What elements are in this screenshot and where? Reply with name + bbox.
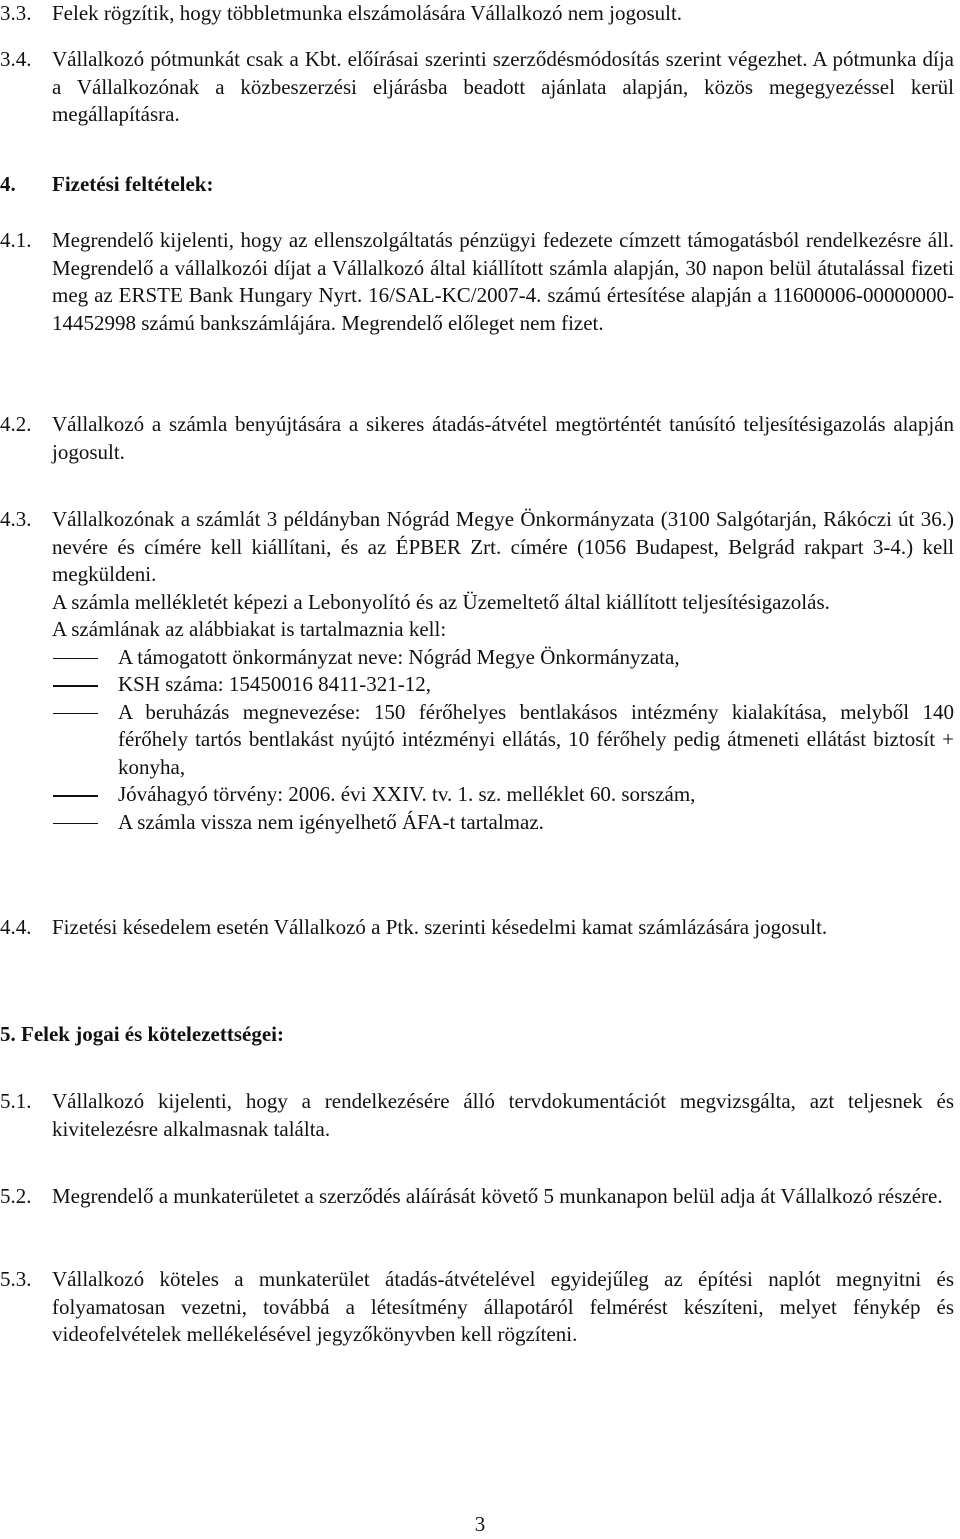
list-item-text: Jóváhagyó törvény: 2006. évi XXIV. tv. 1. sz. melléklet 60. sorszám, bbox=[118, 782, 696, 806]
section-5-3 bbox=[0, 1266, 957, 1349]
section-number: 4.2. bbox=[0, 412, 32, 436]
heading-4 bbox=[0, 171, 957, 199]
paragraph: A számlának az alábbiakat is tartalmaznia kell: bbox=[52, 617, 447, 641]
section-text: Vállalkozó kijelenti, hogy a rendelkezésére álló tervdokumentációt megvizsgálta, azt teljesnek és kivitelezésre alkalmasnak találta. bbox=[52, 1089, 954, 1141]
list-item bbox=[52, 781, 954, 809]
section-text: Megrendelő a munkaterületet a szerződés aláírását követő 5 munkanapon belül adja át Vállalkozó részére. bbox=[52, 1184, 943, 1208]
section-number: 5.3. bbox=[0, 1267, 32, 1291]
list-item bbox=[52, 809, 954, 837]
dash-bullet-icon bbox=[52, 781, 118, 809]
page-number: 3 bbox=[474, 1512, 486, 1536]
section-4-1 bbox=[0, 227, 957, 337]
dash-bullet-icon bbox=[52, 699, 118, 782]
section-text: Fizetési késedelem esetén Vállalkozó a Ptk. szerinti késedelmi kamat számlázására jogosult. bbox=[52, 915, 828, 939]
section-5-1 bbox=[0, 1088, 957, 1143]
dash-bullet-icon bbox=[52, 644, 118, 672]
section-text: Felek rögzítik, hogy többletmunka elszámolására Vállalkozó nem jogosult. bbox=[52, 1, 683, 25]
section-body bbox=[52, 506, 954, 836]
list-item bbox=[52, 699, 954, 782]
section-number: 5.2. bbox=[0, 1184, 32, 1208]
paragraph: A számla mellékletét képezi a Lebonyolító és az Üzemeltető által kiállított teljesítésigazolás. bbox=[52, 589, 830, 614]
heading-number: 4. bbox=[0, 172, 16, 196]
dash-bullet-icon bbox=[52, 671, 118, 699]
section-number: 4.4. bbox=[0, 915, 32, 939]
list-item bbox=[52, 671, 954, 699]
section-3-3 bbox=[0, 0, 957, 28]
section-4-2 bbox=[0, 411, 957, 466]
section-4-3 bbox=[0, 506, 957, 836]
section-text: Vállalkozó a számla benyújtására a sikeres átadás-átvétel megtörténtét tanúsító teljesítésigazolás alapján jogosult. bbox=[52, 412, 954, 464]
list-item bbox=[52, 644, 954, 672]
section-4-4 bbox=[0, 914, 957, 942]
list-item-text: A számla vissza nem igényelhető ÁFA-t tartalmaz. bbox=[118, 809, 544, 834]
section-text: Vállalkozó pótmunkát csak a Kbt. előírásai szerinti szerződésmódosítás szerint végezhet. A pótmunka díja a Vállalkozónak a közbeszerzési eljárásba beadott ajánlata alapján, közös megegyezéssel kerül megállapításra. bbox=[52, 47, 954, 126]
list-item-text: A támogatott önkormányzat neve: Nógrád Megye Önkormányzata, bbox=[118, 644, 680, 669]
list-item-text: KSH száma: 15450016 8411-321-12, bbox=[118, 672, 432, 696]
section-text: Vállalkozó köteles a munkaterület átadás-átvételével egyidejűleg az építési naplót megnyitni és folyamatosan vezetni, továbbá a létesítmény állapotáról felmérést készíteni, melyet fénykép és videofelvételek mellékelésével jegyzőkönyvben kell rögzíteni. bbox=[52, 1267, 954, 1346]
list-item-text: A beruházás megnevezése: 150 férőhelyes bentlakásos intézmény kialakítása, melyből 140 férőhely tartós bentlakást nyújtó intézményi ellátás, 10 férőhely pedig átmeneti ellátást biztosít + konyha, bbox=[118, 699, 954, 779]
section-number: 5.1. bbox=[0, 1089, 32, 1113]
paragraph: Vállalkozónak a számlát 3 példányban Nógrád Megye Önkormányzata (3100 Salgótarján, Rákóczi út 36.) nevére és címére kell kiállítani, és az ÉPBER Zrt. címére (1056 Budapest, Belgrád rakpart 3-4.) kell megküldeni. bbox=[52, 507, 954, 586]
section-number: 4.3. bbox=[0, 507, 32, 531]
requirements-list bbox=[52, 644, 954, 837]
section-text: Megrendelő kijelenti, hogy az ellenszolgáltatás pénzügyi fedezete címzett támogatásból rendelkezésre áll. Megrendelő a vállalkozói díjat a Vállalkozó által kiállított számla alapján, 30 napon belül átutalással fizeti meg az ERSTE Bank Hungary Nyrt. 16/SAL-KC/2007-4. számú értesítése alapján a 11600006-00000000-14452998 számú bankszámlájára. Megrendelő előleget nem fizet. bbox=[52, 228, 954, 335]
section-number: 4.1. bbox=[0, 228, 32, 252]
heading-text: 5. Felek jogai és kötelezettségei: bbox=[0, 1022, 284, 1046]
heading-5 bbox=[0, 1021, 957, 1049]
section-number: 3.4. bbox=[0, 47, 32, 71]
section-number: 3.3. bbox=[0, 1, 32, 25]
heading-text: Fizetési feltételek: bbox=[52, 172, 214, 196]
dash-bullet-icon bbox=[52, 809, 118, 837]
section-3-4 bbox=[0, 46, 957, 129]
section-5-2 bbox=[0, 1183, 957, 1211]
